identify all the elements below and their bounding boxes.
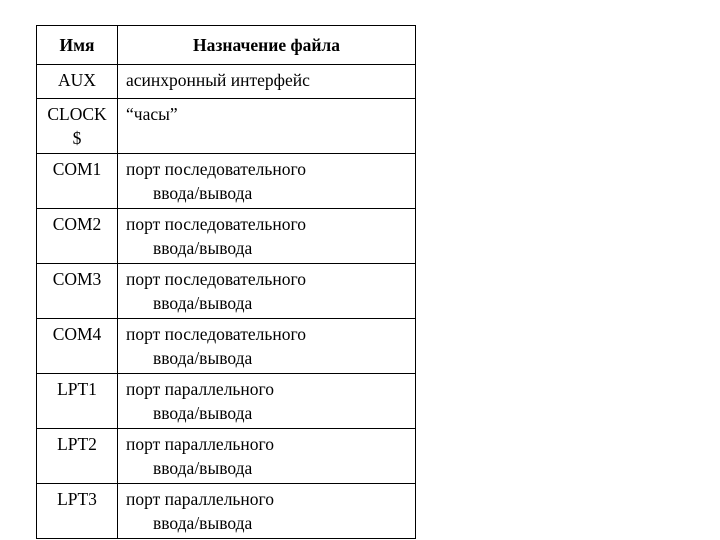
device-name-cell [37, 264, 118, 319]
table-row [37, 319, 416, 374]
device-name: CLOCK$ [47, 104, 107, 148]
device-purpose-line2: ввода/вывода [153, 403, 253, 423]
device-purpose-line2: ввода/вывода [153, 183, 253, 203]
device-purpose: “часы” [126, 104, 178, 124]
device-purpose-cell [118, 154, 416, 209]
device-name-cell [37, 484, 118, 539]
device-name: COM4 [52, 324, 102, 344]
table-header-row [37, 26, 416, 65]
device-purpose-cell [118, 264, 416, 319]
device-name-cell [37, 319, 118, 374]
device-purpose [118, 374, 415, 425]
device-purpose-line1: порт параллельного [126, 434, 275, 454]
device-purpose-cell [118, 65, 416, 99]
device-purpose-line2: ввода/вывода [153, 513, 253, 533]
device-purpose [118, 209, 415, 260]
device-name: COM3 [52, 269, 102, 289]
device-purpose [118, 484, 415, 535]
device-purpose [118, 319, 415, 370]
device-purpose-line1: порт последовательного [126, 159, 306, 179]
device-name: LPT1 [57, 379, 97, 399]
device-purpose-cell [118, 319, 416, 374]
device-purpose-line1: порт параллельного [126, 489, 275, 509]
device-purpose-cell [118, 484, 416, 539]
device-purpose-line1: порт последовательного [126, 324, 306, 344]
device-purpose: асинхронный интерфейс [126, 70, 310, 90]
device-purpose-line2: ввода/вывода [153, 348, 253, 368]
device-name: LPT2 [57, 434, 97, 454]
device-purpose-cell [118, 209, 416, 264]
table-row [37, 209, 416, 264]
device-purpose [118, 429, 415, 480]
table-row [37, 429, 416, 484]
device-purpose-line2: ввода/вывода [153, 238, 253, 258]
column-header-purpose: Назначение файла [118, 26, 416, 65]
device-name: COM2 [52, 214, 102, 234]
device-name: AUX [58, 70, 96, 90]
device-purpose [118, 264, 415, 315]
device-purpose-cell [118, 374, 416, 429]
device-purpose-line2: ввода/вывода [153, 458, 253, 478]
table-row [37, 484, 416, 539]
device-name: COM1 [52, 159, 102, 179]
table-row [37, 154, 416, 209]
column-header-name: Имя [37, 26, 118, 65]
device-name-cell [37, 374, 118, 429]
device-purpose-line1: порт последовательного [126, 214, 306, 234]
device-name-cell [37, 99, 118, 154]
device-name-cell [37, 154, 118, 209]
device-purpose-line2: ввода/вывода [153, 293, 253, 313]
device-purpose-cell [118, 99, 416, 154]
device-purpose-line1: порт параллельного [126, 379, 275, 399]
device-purpose [118, 154, 415, 205]
device-name-cell [37, 429, 118, 484]
device-purpose-cell [118, 429, 416, 484]
table-row [37, 65, 416, 99]
table-row [37, 374, 416, 429]
device-name: LPT3 [57, 489, 97, 509]
device-purpose-line1: порт последовательного [126, 269, 306, 289]
device-files-table [36, 25, 416, 539]
device-name-cell [37, 209, 118, 264]
table-row [37, 264, 416, 319]
table-row [37, 99, 416, 154]
device-name-cell [37, 65, 118, 99]
